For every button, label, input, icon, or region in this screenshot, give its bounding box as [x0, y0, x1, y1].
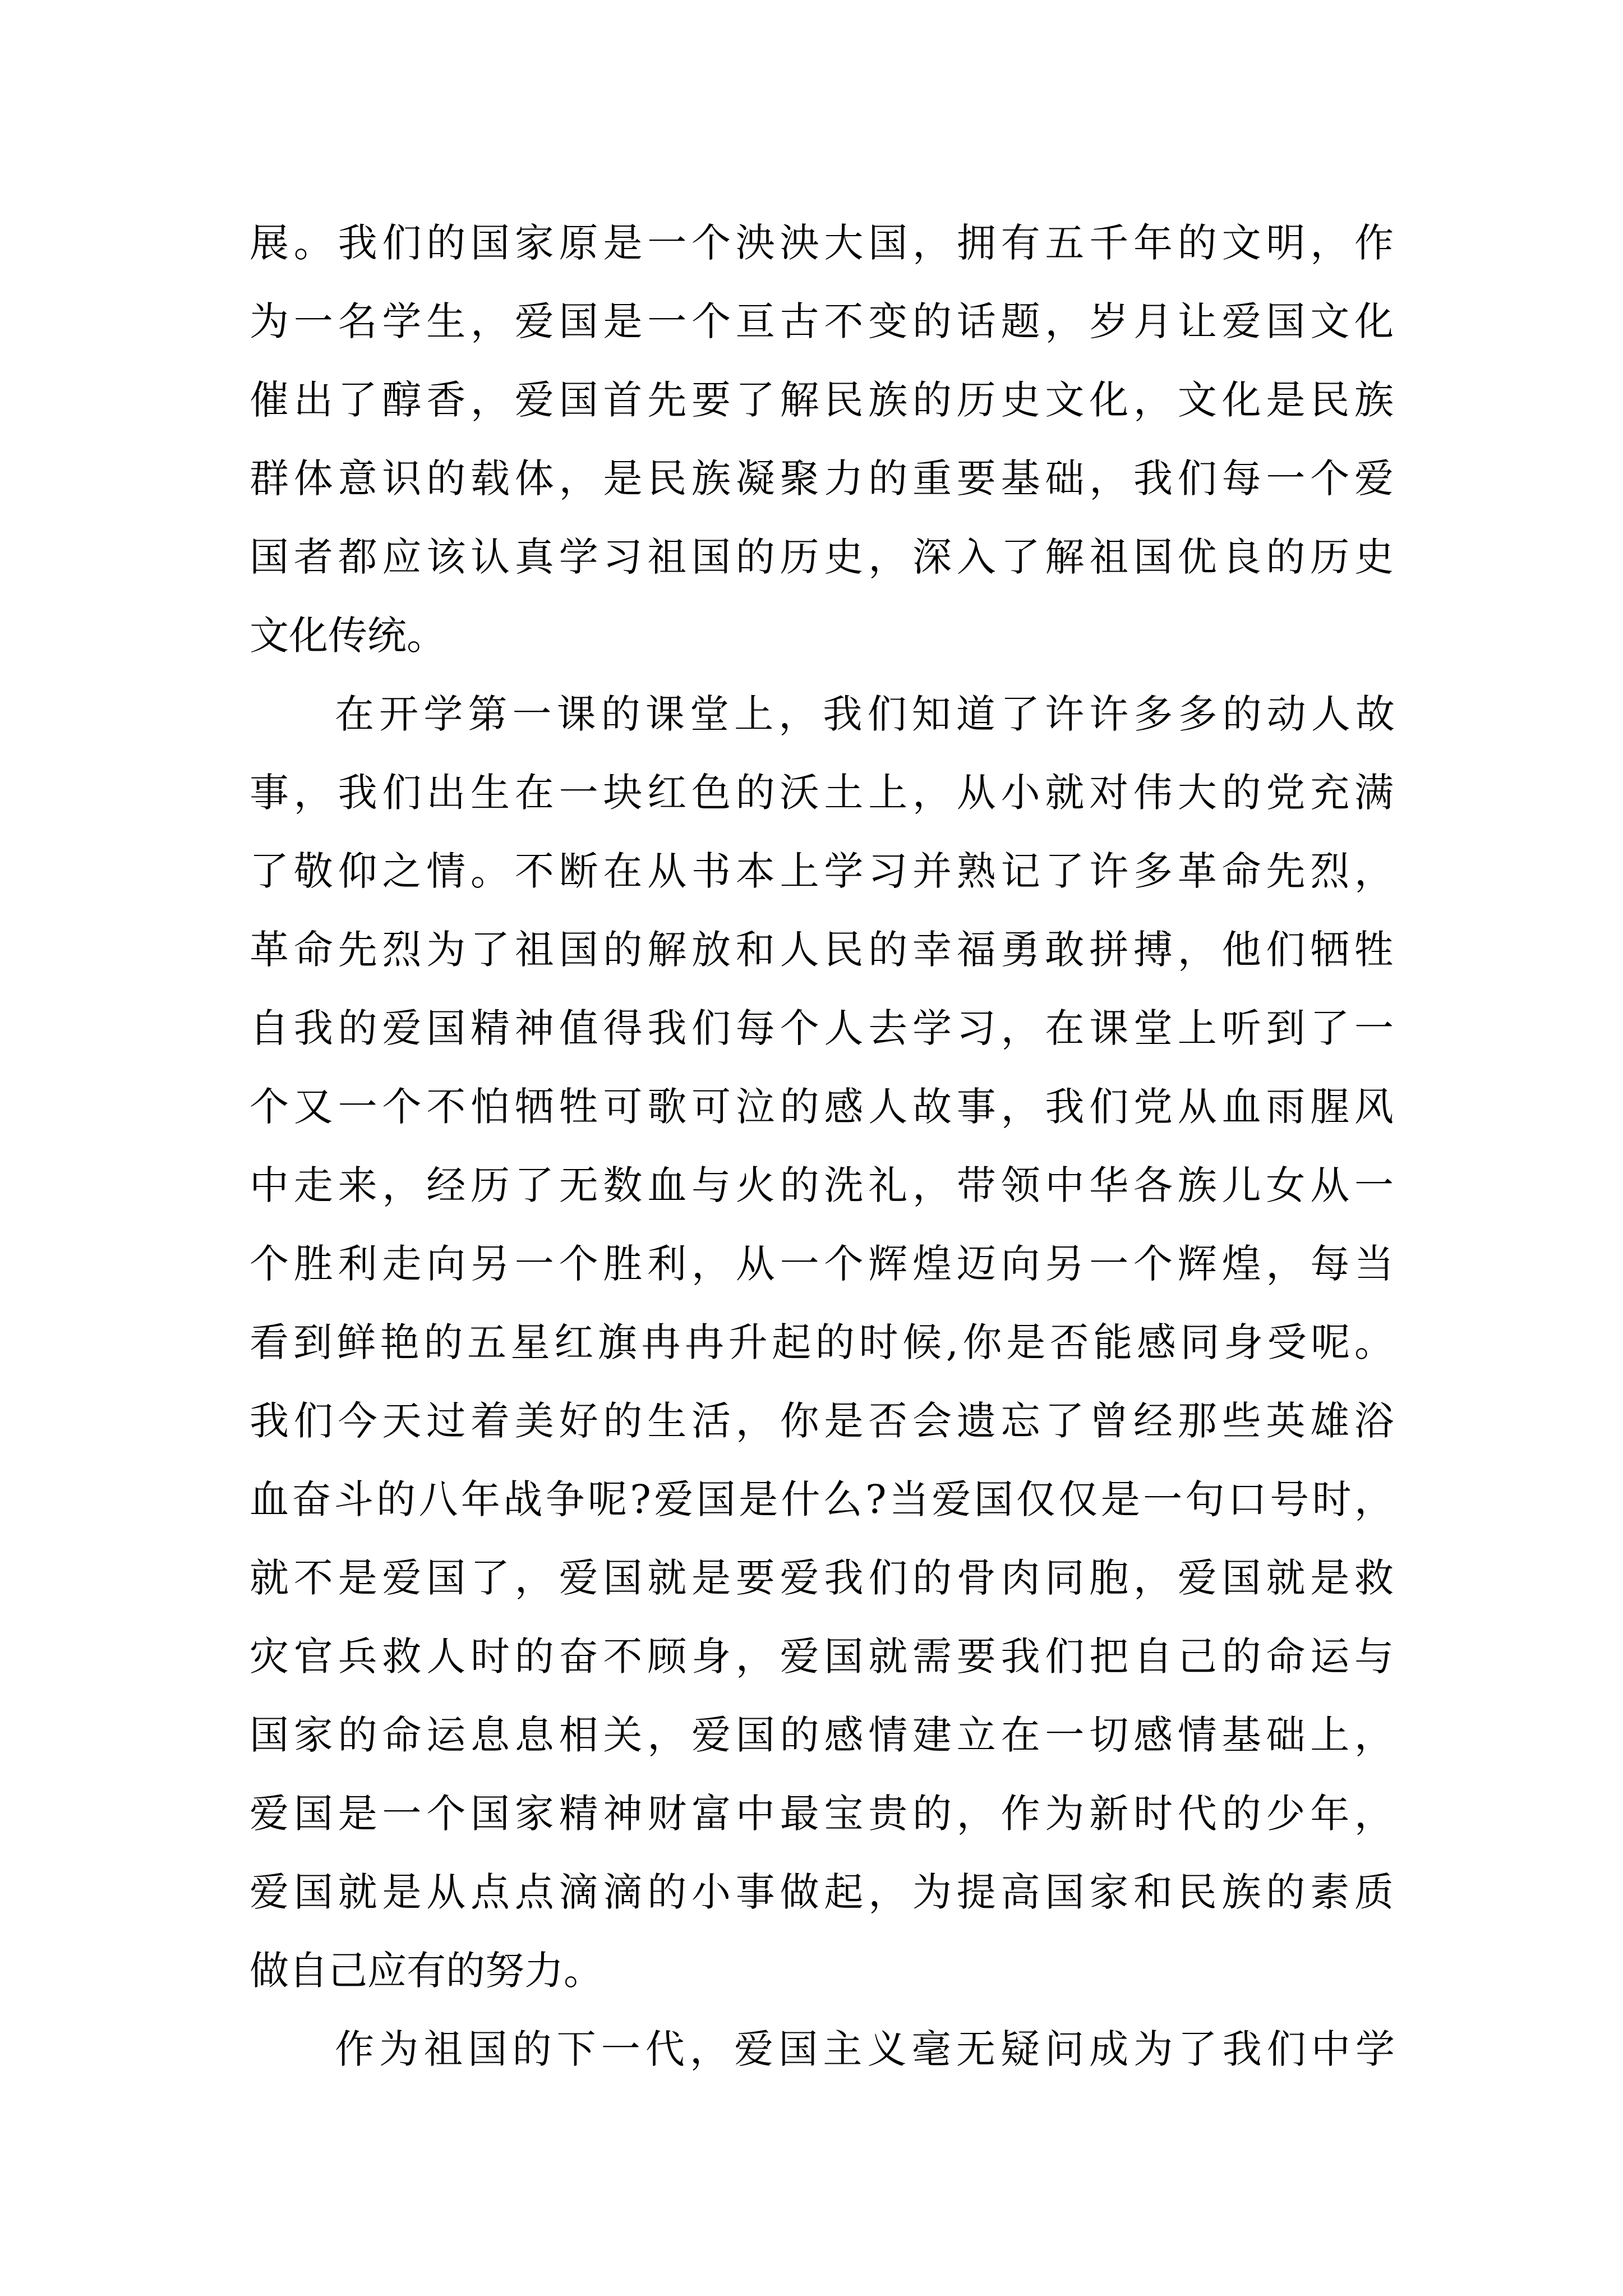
text-line-14: 个胜利走向另一个胜利，从一个辉煌迈向另一个辉煌，每当 [250, 1241, 1394, 1287]
text-line-5: 国者都应该认真学习祖国的历史，深入了解祖国优良的历史 [250, 534, 1394, 580]
text-line-12: 个又一个不怕牺牲可歌可泣的感人故事，我们党从血雨腥风 [250, 1084, 1394, 1130]
text-line-9: 了敬仰之情。不断在从书本上学习并熟记了许多革命先烈， [250, 848, 1394, 894]
text-line-20: 国家的命运息息相关，爱国的感情建立在一切感情基础上， [250, 1712, 1394, 1758]
text-line-15: 看到鲜艳的五星红旗冉冉升起的时候,你是否能感同身受呢。 [250, 1319, 1394, 1365]
text-line-13: 中走来，经历了无数血与火的洗礼，带领中华各族儿女从一 [250, 1162, 1394, 1208]
text-line-3: 催出了醇香，爱国首先要了解民族的历史文化，文化是民族 [250, 377, 1394, 423]
paragraph-2-first-line: 在开学第一课的课堂上，我们知道了许许多多的动人故 [335, 691, 1395, 737]
text-line-19: 灾官兵救人时的奋不顾身，爱国就需要我们把自己的命运与 [250, 1634, 1394, 1680]
text-line-23: 做自己应有的努力。 [250, 1948, 603, 1994]
text-line-21: 爱国是一个国家精神财富中最宝贵的，作为新时代的少年， [250, 1791, 1394, 1837]
text-line-6: 文化传统。 [250, 613, 446, 659]
paragraph-3-first-line: 作为祖国的下一代，爱国主义毫无疑问成为了我们中学 [335, 2026, 1395, 2072]
text-line-10: 革命先烈为了祖国的解放和人民的幸福勇敢拼搏，他们牺牲 [250, 927, 1394, 973]
text-line-16: 我们今天过着美好的生活，你是否会遗忘了曾经那些英雄浴 [250, 1398, 1394, 1444]
text-line-17: 血奋斗的八年战争呢?爱国是什么?当爱国仅仅是一句口号时， [250, 1476, 1394, 1522]
text-line-1: 展。我们的国家原是一个泱泱大国，拥有五千年的文明，作 [250, 220, 1394, 266]
text-line-8: 事，我们出生在一块红色的沃土上，从小就对伟大的党充满 [250, 770, 1394, 816]
text-line-4: 群体意识的载体，是民族凝聚力的重要基础，我们每一个爱 [250, 455, 1394, 501]
text-line-11: 自我的爱国精神值得我们每个人去学习，在课堂上听到了一 [250, 1005, 1394, 1051]
text-line-18: 就不是爱国了，爱国就是要爱我们的骨肉同胞，爱国就是救 [250, 1555, 1394, 1601]
text-line-22: 爱国就是从点点滴滴的小事做起，为提高国家和民族的素质 [250, 1869, 1394, 1915]
text-line-2: 为一名学生，爱国是一个亘古不变的话题，岁月让爱国文化 [250, 298, 1394, 344]
